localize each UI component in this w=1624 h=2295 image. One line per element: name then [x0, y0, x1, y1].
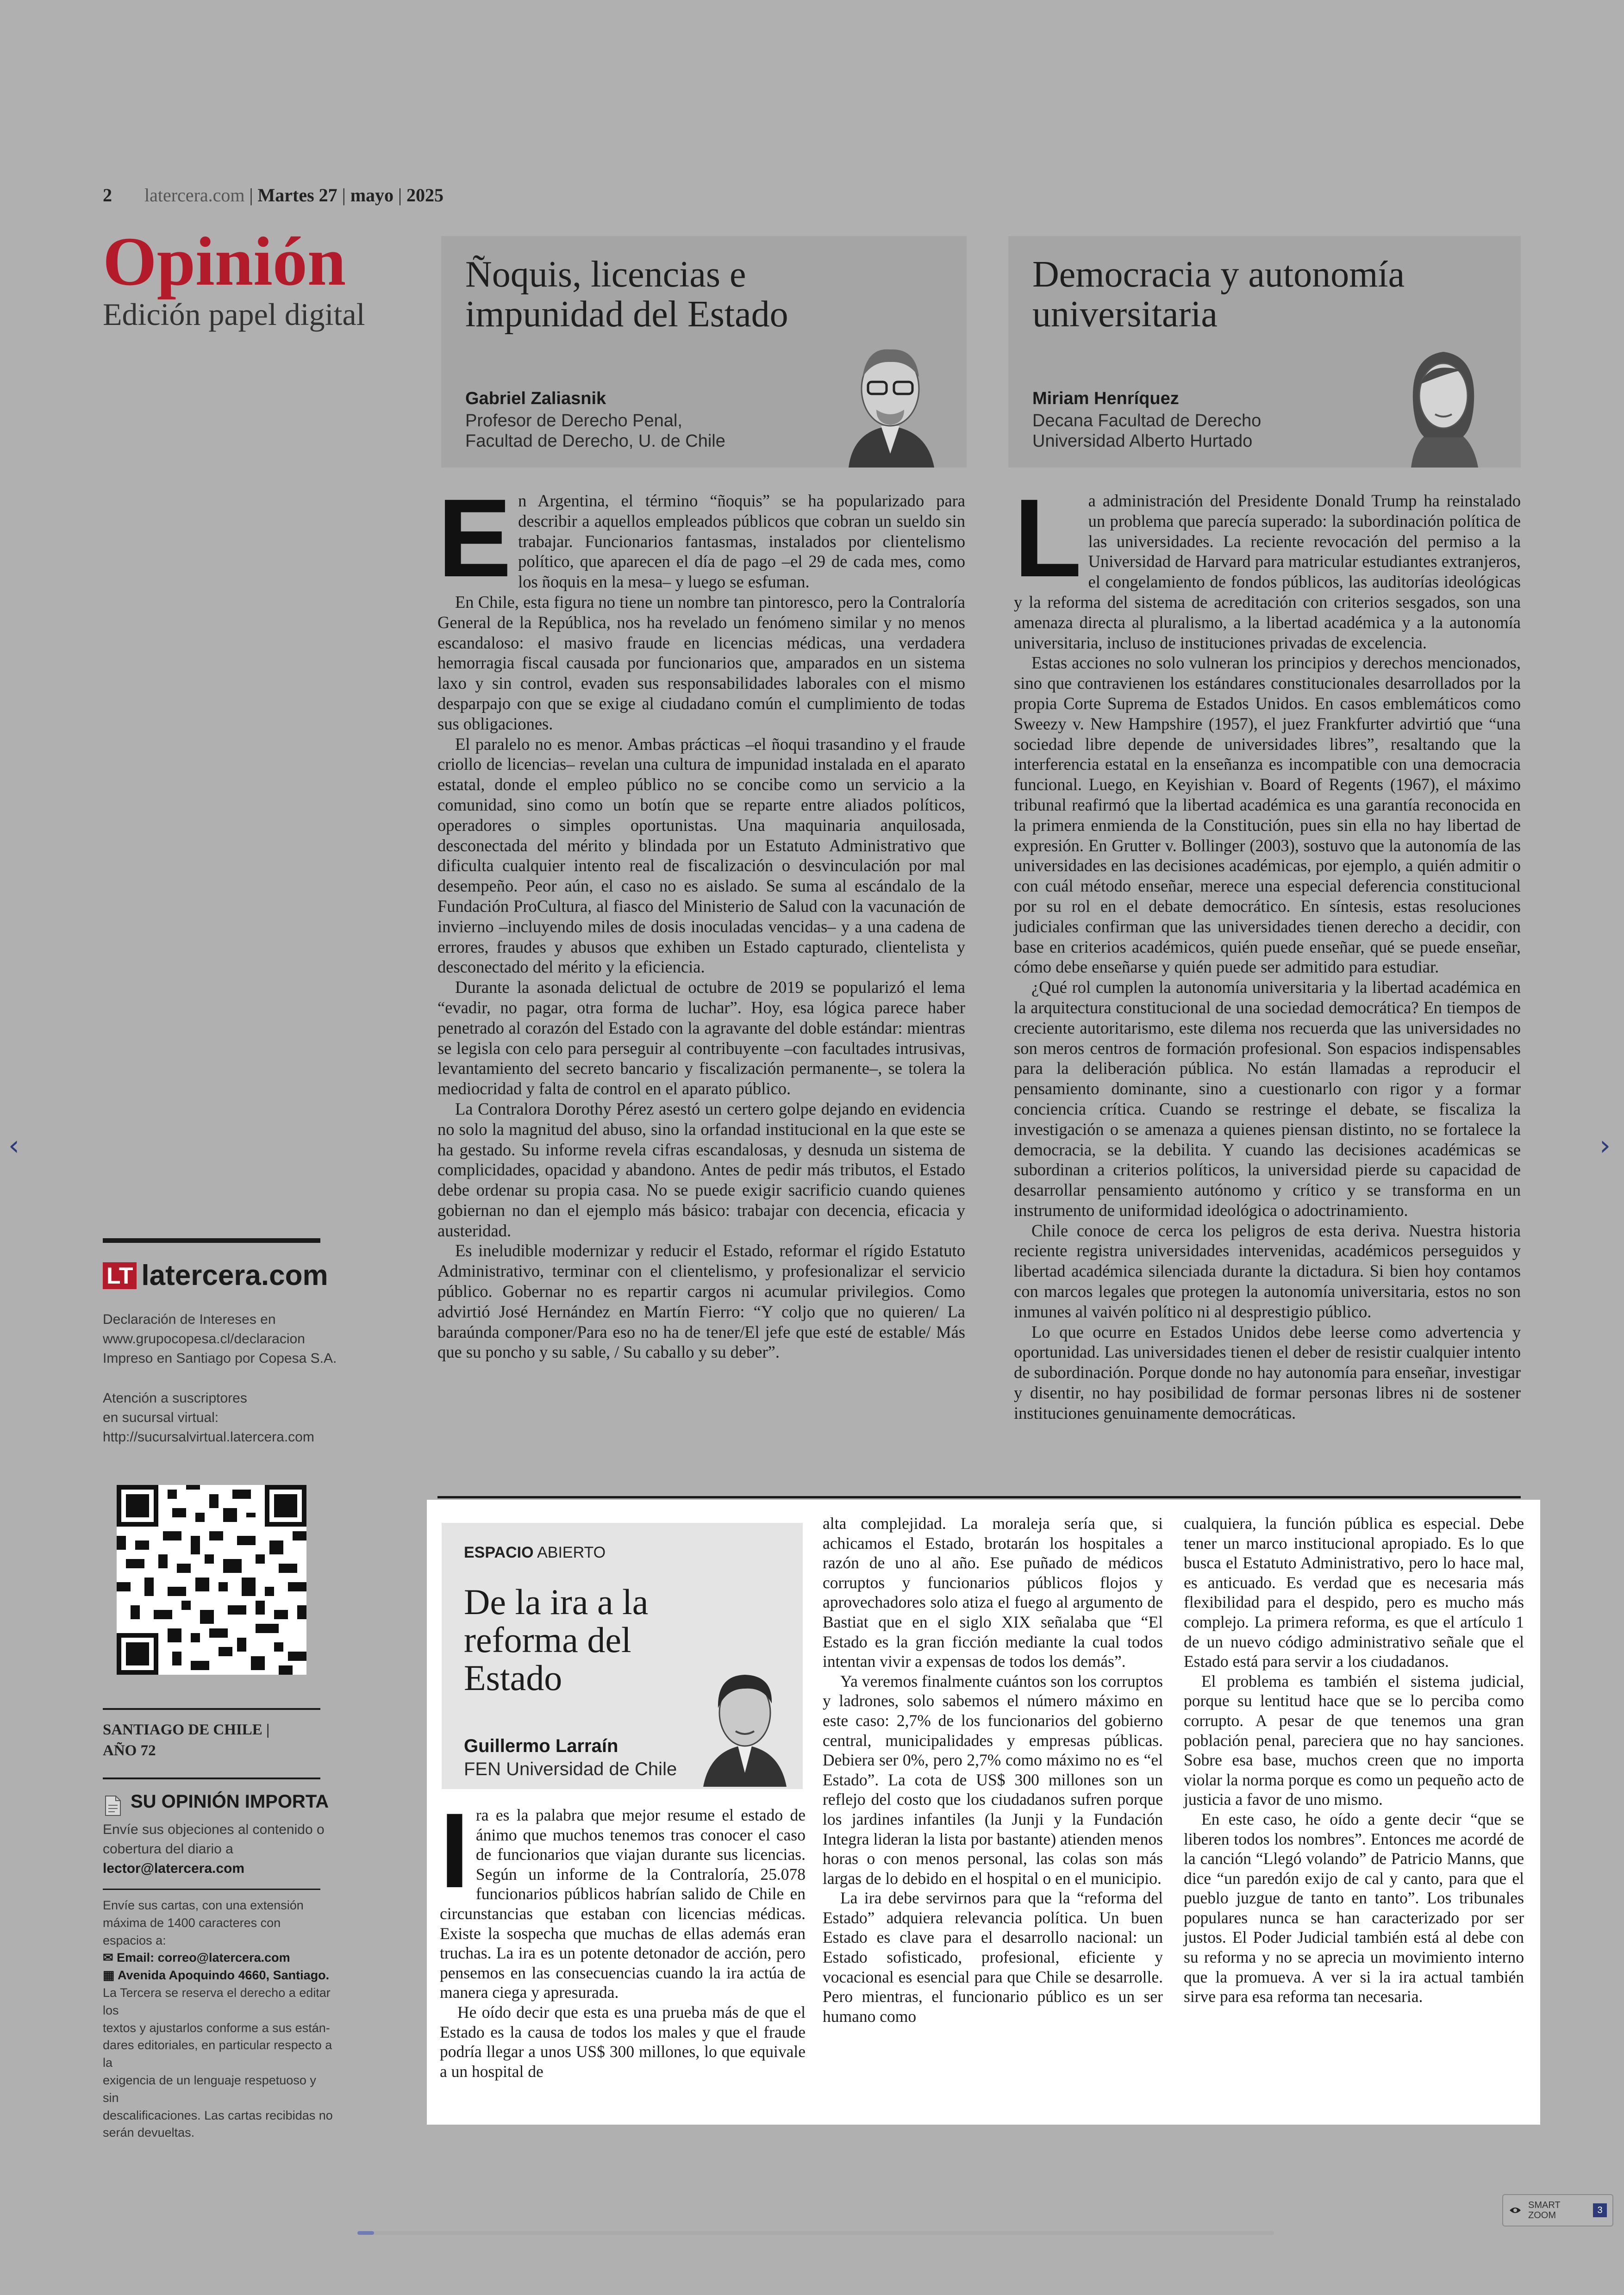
sidebar-rule [103, 1889, 320, 1890]
espacio-abierto-paragraph: La ira debe servirnos para que la “reforma del Estado” adquiera relevancia política. Un buen Estado es clave para el desarrollo nacional: un Estado sofisticado, profesional, eficiente y vocacional es esencial para que Chile se desarrolle. Pero mientras, el funcionario público es un ser humano como [823, 1889, 1163, 2026]
sidebar-rule [103, 1777, 320, 1779]
su-opinion-importa-text: Envíe sus objeciones al contenido o cobertura del diario a lector@latercera.com [103, 1820, 344, 1878]
article2-body [1014, 476, 1521, 1423]
espacio-abierto-paragraph: ra es la palabra que mejor resume el estado de ánimo que muchos tenemos tras conocer el caso de funcionarios que viajan durante sus licencias. Según un informe de la Contraloría, 25.078 funcionarios públicos habrían salido de Chile en circunstancias que estaban con licencias médicas. Existe la sospecha que muchas de ellas además eran truchas. La ira es un potente detonador de acción, pero pensemos en las consecuencias cuando la ira actúa de manera ciega y apresurada. [440, 1806, 806, 2002]
article1-paragraph: Durante la asonada delictual de octubre de 2019 se popularizó el lema “evadir, no pagar, otra forma de luchar”. Hoy, esa lógica parece haber penetrado al corazón del Estado con la agravante del doble estándar: mientras se legisla con celo para perseguir al contribuyente –con facultades intrusivas, levantamiento del secreto bancario y fiscalización permanente–, se tolera la mediocridad y falta de control en el aparato público. [437, 978, 965, 1098]
article1-title: Ñoquis, licencias e impunidad del Estado [465, 254, 788, 335]
article1-dropcap: E [437, 476, 512, 600]
article1-paragraph: La Contralora Dorothy Pérez asestó un certero golpe dejando en evidencia no solo la magnitud del abuso, sino la orfandad institucional en la que este se ha gestado. Su informe revela cifras escandalosas, y desnuda un sistema de complicidades, opacidad y abandono. Antes de pedir más tributos, el Estado debe ordenar su propia casa. No se puede exigir sacrificio cuando quienes gobiernan no dan el ejemplo más básico: trabajar con decencia, eficacia y austeridad. [437, 1099, 965, 1240]
header-site: latercera.com [144, 185, 245, 206]
article2-paragraph: ¿Qué rol cumplen la autonomía universitaria y la libertad académica en la arquitectura constitucional de una sociedad democrática? En tiempos de creciente autoritarismo, este dilema nos recuerda que las universidades no son meros centros de formación profesional. Son espacios indispensables para la deliberación pública. No están llamadas a reproducir el pensamiento dominante, sino a cuestionarlo con rigor y a formar conciencia crítica. Cuando se restringe el debate, se fiscaliza la investigación o se amenaza a quienes piensan distinto, no se fortalece la democracia, se la debilita. Y cuando las decisiones académicas se subordinan a criterios políticos, la universidad pierde su capacidad de desarrollar pensamiento autónomo y crítico y se transforma en un instrumento de uniformidad ideológica o adoctrinamiento. [1014, 978, 1521, 1220]
author-portrait-zaliasnik [839, 333, 941, 468]
article2-dropcap: L [1014, 476, 1082, 600]
author-portrait-larrain [699, 1662, 791, 1787]
sidebar-rule [103, 1238, 320, 1243]
espacio-abierto-dropcap: I [440, 1791, 469, 1910]
espacio-abierto-panel [427, 1500, 1540, 2125]
address-line: ▦ Avenida Apoquindo 4660, Santiago. [103, 1968, 330, 1983]
smart-zoom-label: SMART ZOOM [1528, 2200, 1561, 2220]
header-date: Martes 27 [257, 185, 337, 206]
article2-paragraph: Estas acciones no solo vulneran los principios y derechos mencionados, sino que contravienen los estándares constitucionales desarrollados por la propia Corte Suprema de Estados Unidos. En casos emblemáticos como Sweezy v. New Hampshire (1957), el juez Frankfurter advirtió que “una sociedad libre depende de universidades libres”, resaltando que la interferencia estatal en la enseñanza es incompatible con una democracia funcional. Luego, en Keyishian v. Board of Regents (1967), el máximo tribunal reafirmó que la libertad académica es una garantía reconocida en la primera enmienda de la Constitución, pues sin ella no hay libertad de expresión. En Grutter v. Bollinger (2003), sostuvo que la autonomía de las universidades en las decisiones académicas, por ejemplo, a quién admitir o con cuál método enseñar, merece una especial deferencia constitucional por su rol en el debate democrático. En síntesis, estas resoluciones judiciales confirman que las universidades tienen derecho a decidir, con base en criterios académicos, quién puede enseñar, qué se puede enseñar, cómo debe enseñarse y quién puede ser admitido para estudiar. [1014, 653, 1521, 977]
article2-title: Democracia y autonomía universitaria [1032, 254, 1405, 335]
city-year: SANTIAGO DE CHILE | AÑO 72 [103, 1721, 270, 1759]
espacio-abierto-author: Guillermo Larraín [464, 1736, 618, 1756]
letters-info: Envíe sus cartas, con una extensión máxima de 1400 caracteres con espacios a: ✉ Email: correo@latercera.com ▦ Avenida Apoquindo 4660, Santiago. La Tercera se reserva el derecho a editar los textos y ajustarlos conforme a sus están- dares editoriales, en particular respecto a la exigencia de un lenguaje respetuoso y sin descalificaciones. Las cartas recibidas no serán devueltas. [103, 1897, 334, 2142]
espacio-abierto-header [442, 1523, 803, 1789]
header-month: mayo [350, 185, 394, 206]
article1-header [441, 236, 967, 468]
lector-email-link[interactable]: lector@latercera.com [103, 1861, 245, 1876]
article1-paragraph: Es ineludible modernizar y reducir el Estado, reformar el rígido Estatuto Administrativo, terminar con el clientelismo, y profesionalizar el servicio público. Gobernar no es repartir cargos ni acumular privilegios. Como advirtió José Hernández en Martín Fierro: “Y coljo que no quieren/ La baraúnda componer/Para eso no ha de tener/El jefe que esté de estable/ Más que su poncho y su sable, / Su caballo y su deber”. [437, 1241, 965, 1362]
smart-zoom-button[interactable] [1502, 2194, 1613, 2226]
sidebar-rule [103, 1708, 320, 1710]
article1-paragraph: n Argentina, el término “ñoquis” se ha popularizado para describir a aquellos empleados públicos que cobran un sueldo sin trabajar. Funcionarios fantasmas, instalados por clientelismo político, que aparecen el día de pago –el 29 de cada mes, como los ñoquis en la mesa– y luego se esfuman. [518, 491, 965, 592]
espacio-abierto-paragraph: alta complejidad. La moraleja sería que, si achicamos el Estado, brotarán los hospitales a razón de uno al año. Ese puñado de médicos corruptos y funcionarios públicos flojos y aprovechadores solo atiza el fuego al argumento de Bastiat que en el siglo XIX señalaba que “El Estado es la gran ficción mediante la cual todos intentan vivir a expensas de todos los demás”. [823, 1514, 1163, 1671]
page-number: 2 [103, 185, 112, 206]
article1-role: Profesor de Derecho Penal, Facultad de Derecho, U. de Chile [465, 411, 725, 451]
article2-paragraph: Chile conoce de cerca los peligros de esta deriva. Nuestra historia reciente registra universidades intervenidas, académicos perseguidos y libertad académica silenciada durante la dictadura. Si bien hoy contamos con marcos legales que protegen la autonomía universitaria, estos no son inmunes al vaivén político ni al desprestigio público. [1014, 1221, 1521, 1321]
page-progress-fill [357, 2231, 374, 2235]
zoom-badge: 3 [1593, 2203, 1607, 2217]
eye-icon [1509, 2206, 1522, 2215]
page-header: 2 latercera.com | Martes 27 | mayo | 2025 [103, 185, 444, 206]
author-portrait-henriquez [1393, 338, 1494, 468]
espacio-abierto-role: FEN Universidad de Chile [464, 1759, 677, 1779]
brand-logo[interactable] [103, 1259, 328, 1292]
article1-paragraph: El paralelo no es menor. Ambas prácticas –el ñoqui trasandino y el fraude criollo de licencias– revelan una cultura de impunidad instalada en el aparato estatal, donde el empleo público no se concibe como un servicio a la comunidad, sino como un botín que se reparte entre aliados políticos, operadores o simples oportunistas. Una maquinaria anquilosada, desconectada del mérito y blindada por un Estatuto Administrativo que dificulta cualquier intento real de fiscalización o desvinculación por mal desempeño. Peor aún, el caso no es aislado. Se suma al escándalo de la Fundación ProCultura, al fiasco del Ministerio de Salud con la vacunación de invierno –incluyendo miles de dosis inoculadas vencidas– y a una cadena de errores, fraudes y abusos que exhiben un Estado capturado, clientelista y desconectado del mérito y la eficiencia. [437, 734, 965, 977]
section-title: Opinión [103, 223, 346, 300]
espacio-abierto-col2 [823, 1514, 1163, 2026]
article1-author: Gabriel Zaliasnik [465, 389, 606, 408]
article2-role: Decana Facultad de Derecho Universidad Alberto Hurtado [1032, 411, 1262, 451]
subscriber-text: Atención a suscriptores en sucursal virtual: http://sucursalvirtual.latercera.com [103, 1391, 314, 1445]
article2-paragraph: a administración del Presidente Donald Trump ha reinstalado un problema que parecía superado: la subordinación política de las universidades. La reciente revocación del permiso a la Universidad de Harvard para matricular estudiantes extranjeros, el congelamiento de fondos públicos, las auditorías ideológicas y la reforma del sistema de acreditación con criterios sesgados, son una amenaza directa al pluralismo, a la libertad académica y a la autonomía universitaria, incluso de instituciones privadas de excelencia. [1014, 491, 1521, 652]
espacio-abierto-paragraph: cualquiera, la función pública es especial. Debe tener un marco institucional apropiado. Es lo que busca el Estatuto Administrativo, pero lo hace mal, es anticuado. Es verdad que es necesaria más flexibilidad para el despido, pero es mucho más complejo. La primera reforma, es que el artículo 1 de un nuevo código administrativo señale que el Estado está para servir a los ciudadanos. [1184, 1514, 1524, 1671]
building-icon: ▦ [103, 1968, 118, 1983]
espacio-abierto-paragraph: En este caso, he oído a gente decir “que se liberen todos los nombres”. Entonces me acordé de la canción “Llegó volando” de Patricio Manns, que dice “un paredón exijo de cal y canto, para que el pueblo juzgue de tanto en tanto”. Los tribunales populares nunca se han caracterizado por ser justos. El Poder Judicial también está al debe con su reforma y no se aprecia un movimiento interno que la promueva. A ver si la ira actual también sirve para esa reforma tan necesaria. [1184, 1809, 1524, 2006]
header-year: 2025 [406, 185, 444, 206]
document-icon [104, 1795, 122, 1816]
espacio-abierto-col3 [1184, 1514, 1524, 2007]
brand-mark: LT [103, 1262, 137, 1289]
next-page-icon[interactable]: › [1599, 1129, 1611, 1162]
qr-code[interactable] [117, 1485, 306, 1675]
article2-header [1008, 236, 1521, 468]
brand-name: latercera.com [141, 1260, 328, 1291]
prev-page-icon[interactable]: ‹ [8, 1129, 19, 1162]
article1-paragraph: En Chile, esta figura no tiene un nombre tan pintoresco, pero la Contraloría General de la República, nos ha revelado un fenómeno similar y no menos escandaloso: el masivo fraude en licencias médicas, una verdadera hemorragia fiscal causada por funcionarios que, amparados en un sistema laxo y sin control, evaden sus responsabilidades laborales con el mismo desparpajo con que se exige al ciudadano común el cumplimiento de todas sus obligaciones. [437, 592, 965, 733]
article2-author: Miriam Henríquez [1032, 389, 1179, 408]
espacio-abierto-col1 [440, 1791, 806, 2081]
su-opinion-importa-title: SU OPINIÓN IMPORTA [131, 1791, 329, 1812]
espacio-abierto-paragraph: He oído decir que esta es una prueba más de que el Estado es la causa de todos los males y que el fraude podría llegar a unos US$ 300 millones, lo que equivale a un hospital de [440, 2002, 806, 2081]
page-progress-track[interactable] [357, 2231, 1274, 2235]
espacio-abierto-label: ESPACIO ABIERTO [464, 1544, 606, 1561]
espacio-abierto-paragraph: Ya veremos finalmente cuántos son los corruptos y ladrones, solo sabemos el número máximo en este caso: 2,7% de los funcionarios del gobierno central, municipalidades y empresas públicas. Debiera ser 0%, pero 2,7% como máximo no es “el Estado”. La cota de US$ 300 millones son un reflejo del costo que los ciudadanos sufren porque los jardines infantiles (la Junji y la Fundación Integra lideran la lista por bastante) atienden menos horas o con menos personal, las colas son más largas de lo debido en el hospital o en el municipio. [823, 1671, 1163, 1888]
email-line[interactable]: ✉ Email: correo@latercera.com [103, 1951, 290, 1965]
declaration-text: Declaración de Intereses en www.grupocopesa.cl/declaracion Impreso en Santiago por Copesa S.A. [103, 1312, 337, 1366]
section-subtitle: Edición papel digital [103, 297, 365, 332]
section-divider [437, 1496, 1521, 1498]
article2-paragraph: Lo que ocurre en Estados Unidos debe leerse como advertencia y oportunidad. Las universidades tienen el deber de resistir cualquier intento de subordinación. Porque donde no hay autonomía para enseñar, investigar y disentir, no hay posibilidad de formar personas libres ni de sostener instituciones genuinamente democráticas. [1014, 1322, 1521, 1422]
espacio-abierto-title: De la ira a la reforma del Estado [464, 1582, 649, 1698]
article1-body [437, 476, 965, 1362]
espacio-abierto-paragraph: El problema es también el sistema judicial, porque su lentitud hace que se lo perciba como corrupto. A pesar de que tenemos una gran población penal, pareciera que no hay sanciones. Sobre esa base, muchos creen que no importa violar la norma porque es como un pequeño acto de justicia a favor de uno mismo. [1184, 1671, 1524, 1809]
email-icon: ✉ [103, 1951, 117, 1965]
